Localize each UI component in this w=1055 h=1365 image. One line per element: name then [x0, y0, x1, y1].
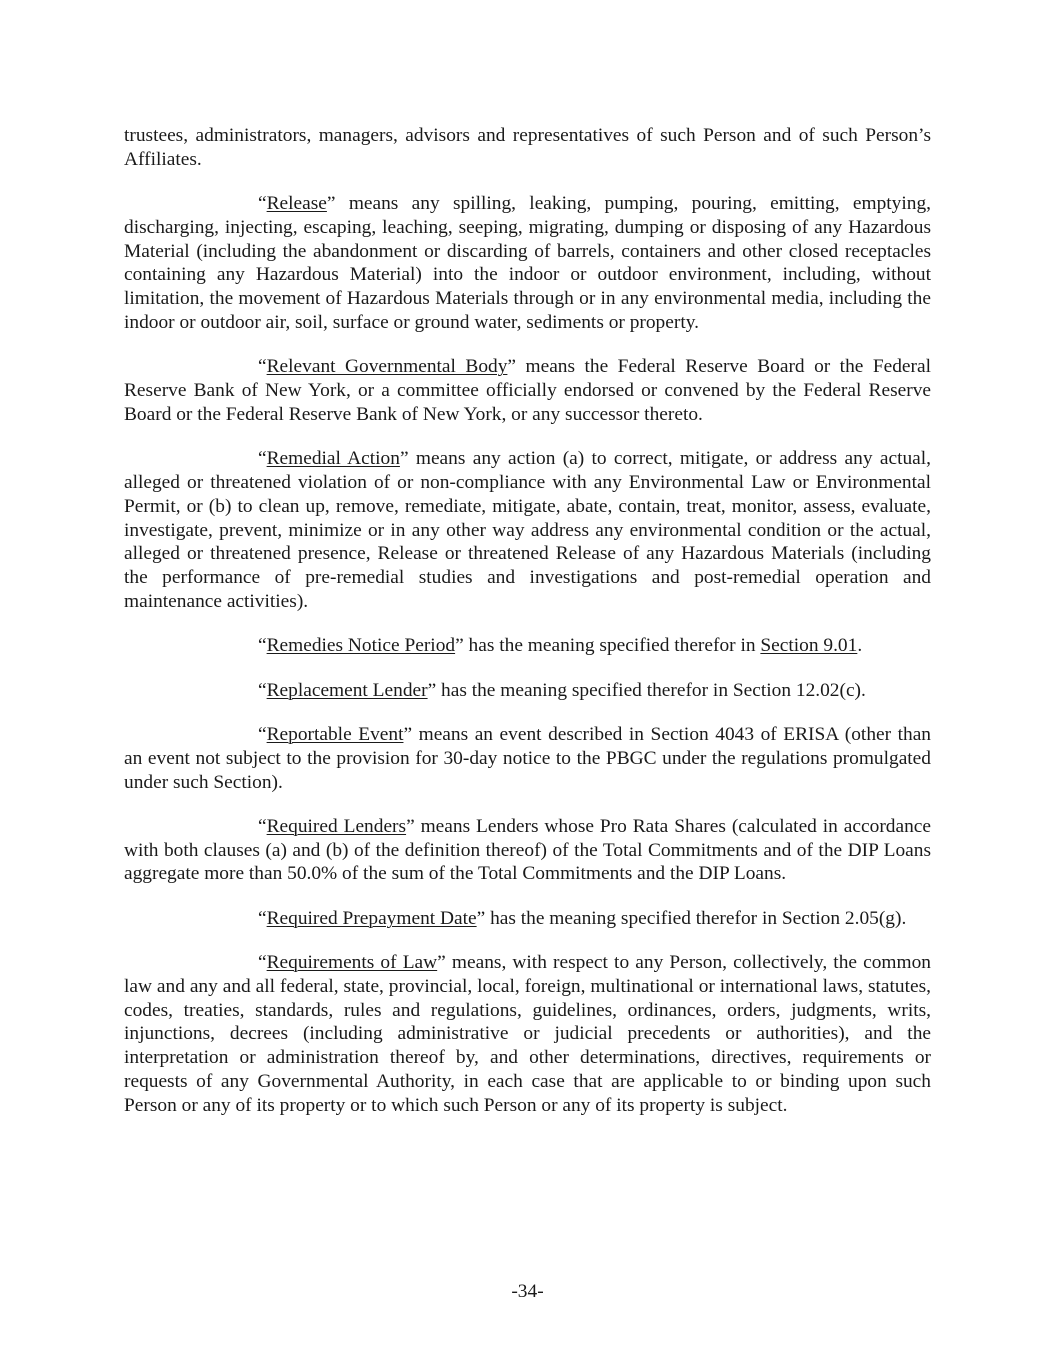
- open-quote: “: [258, 815, 267, 837]
- open-quote: “: [258, 907, 267, 929]
- defined-term: Relevant Governmental Body: [266, 356, 508, 378]
- defined-term: Reportable Event: [266, 723, 404, 745]
- open-quote: “: [258, 448, 267, 470]
- open-quote: “: [258, 723, 267, 745]
- continuation-text: trustees, administrators, managers, advisors and representatives of such Person and of such Person’s Affiliates.: [124, 125, 931, 170]
- open-quote: “: [258, 952, 267, 974]
- definition-tail: .: [857, 635, 863, 657]
- definition-text: ” means any spilling, leaking, pumping, pouring, emitting, emptying, discharging, injecting, escaping, leaching, seeping, migrating, dumping or disposing of any Hazardous Material (including the abandonment or discarding of barrels, containers and other closed receptacles containing any Hazardous Material) into the indoor or outdoor environment, including, without limitation, the movement of Hazardous Materials through or in any environmental media, including the indoor or outdoor air, soil, surface or ground water, sediments or property.: [124, 193, 931, 334]
- definition-remedial-action: [124, 447, 931, 614]
- defined-term: Required Prepayment Date: [266, 907, 477, 929]
- defined-term: Remedial Action: [266, 448, 400, 470]
- definition-relevant-governmental-body: [124, 355, 931, 426]
- definition-requirements-of-law: [124, 951, 931, 1118]
- definition-text: ” has the meaning specified therefor in Section 2.05(g).: [476, 907, 907, 929]
- definition-text: ” has the meaning specified therefor in Section 12.02(c).: [427, 679, 866, 701]
- open-quote: “: [258, 193, 267, 215]
- definition-reportable-event: [124, 723, 931, 794]
- section-reference: Section 9.01: [760, 635, 858, 657]
- open-quote: “: [258, 635, 267, 657]
- defined-term: Requirements of Law: [266, 952, 438, 974]
- definition-text: ” means, with respect to any Person, collectively, the common law and any and all federal, state, provincial, local, foreign, multinational or international laws, statutes, codes, treaties, standards, rules and regulations, guidelines, ordinances, orders, judgments, writs, injunctions, decrees (including administrative or judicial precedents or authorities), and the interpretation or administration thereof by, and other determinations, directives, requirements or requests of any Governmental Authority, in each case that are applicable to or binding upon such Person or any of its property or to which such Person or any of its property is subject.: [124, 952, 931, 1116]
- page-number: -34-: [511, 1281, 544, 1302]
- definition-text: ” means an event described in Section 4043 of ERISA (other than an event not subject to the provision for 30-day notice to the PBGC under the regulations promulgated under such Section).: [124, 723, 932, 793]
- definition-release: [124, 192, 931, 335]
- defined-term: Release: [266, 193, 327, 215]
- defined-term: Replacement Lender: [266, 679, 428, 701]
- definition-replacement-lender: [124, 679, 931, 703]
- definition-text: ” has the meaning specified therefor in: [455, 635, 761, 657]
- definition-required-prepayment-date: [124, 907, 931, 931]
- open-quote: “: [258, 679, 267, 701]
- definition-required-lenders: [124, 815, 931, 886]
- defined-term: Remedies Notice Period: [266, 635, 456, 657]
- definition-text: ” means the Federal Reserve Board or the Federal Reserve Bank of New York, or a committee officially endorsed or convened by the Federal Reserve Board or the Federal Reserve Bank of New York, or any successor thereto.: [124, 356, 931, 425]
- document-body: [124, 124, 931, 1138]
- open-quote: “: [258, 356, 267, 378]
- definition-text: ” means Lenders whose Pro Rata Shares (calculated in accordance with both clauses (a) and (b) of the definition thereof) of the Total Commitments and of the DIP Loans aggregate more than 50.0% of the sum of the Total Commitments and the DIP Loans.: [124, 815, 931, 885]
- definition-remedies-notice-period: [124, 634, 931, 658]
- continuation-paragraph: [124, 124, 931, 172]
- defined-term: Required Lenders: [266, 815, 407, 837]
- definition-text: ” means any action (a) to correct, mitigate, or address any actual, alleged or threatened violation of or non-compliance with any Environmental Law or Environmental Permit, or (b) to clean up, remove, remediate, mitigate, abate, contain, treat, monitor, assess, evaluate, investigate, prevent, minimize or in any other way address any environmental condition or the actual, alleged or threatened presence, Release or threatened Release of any Hazardous Materials (including the performance of pre-remedial studies and investigations and post-remedial operation and maintenance activities).: [124, 448, 931, 613]
